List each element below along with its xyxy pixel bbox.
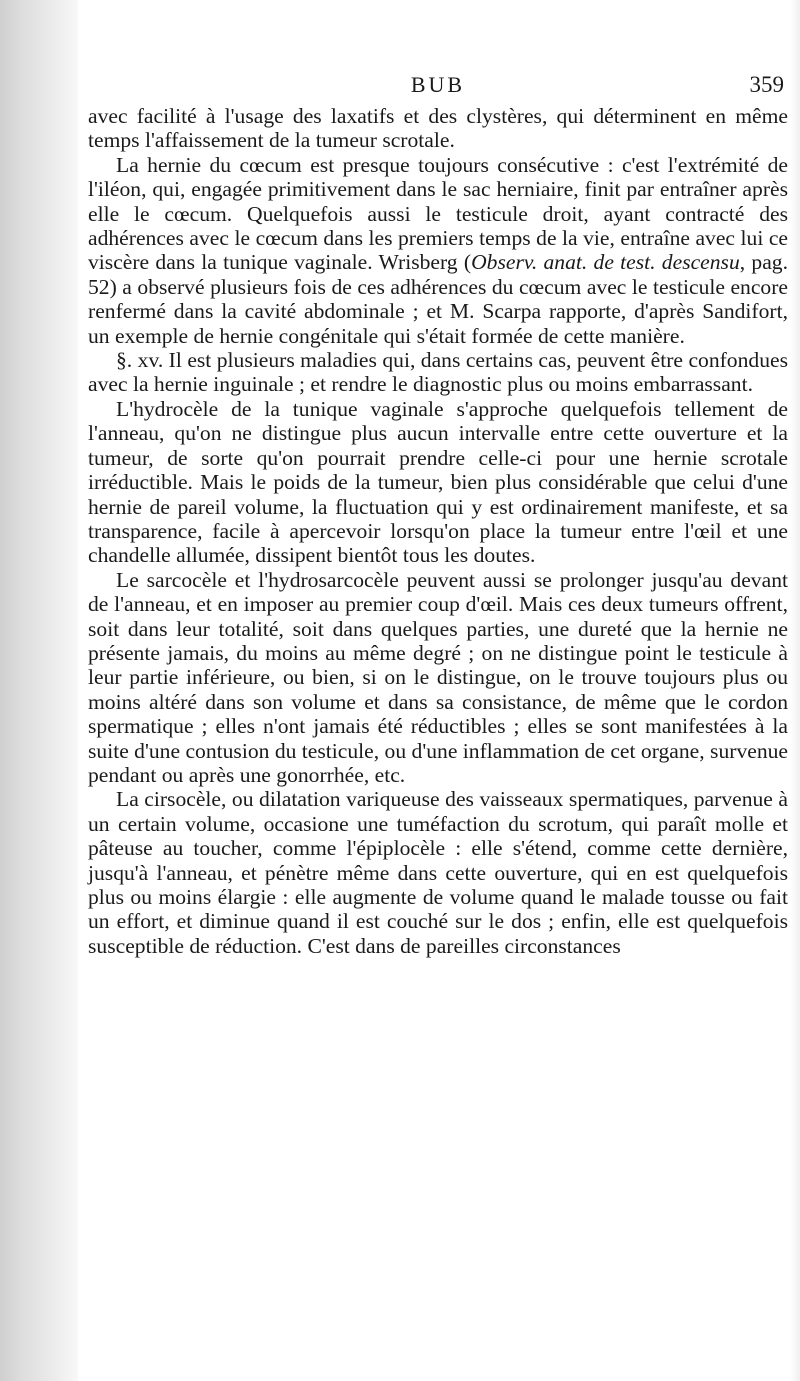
body-text	[88, 104, 788, 958]
paragraph-text: , pag. 52) a observé plusieurs fois de ces adhérences du cœcum avec le testicule encore renfermé dans la cavité abdominale ; et M. Scarpa rapporte, d'après Sandifort, un exemple de hernie congénitale qui s'était formée de cette manière.	[88, 250, 788, 348]
paragraph-section-xv: §. xv. Il est plusieurs maladies qui, dans certains cas, peuvent être confondues avec la hernie inguinale ; et rendre le diagnostic plus ou moins embarrassant.	[88, 348, 788, 397]
paragraph-hernie-coecum	[88, 153, 788, 348]
page-number: 359	[749, 72, 784, 97]
running-title: BUB	[410, 72, 466, 97]
paragraph-text: La hernie du cœcum est presque toujours consécutive : c'est l'extrémité de l'iléon, qui, engagée primitivement dans le sac herniaire, finit par entraîner après elle le cœcum. Quelquefois aussi le testicule droit, ayant contracté des adhérences avec le cœcum dans les premiers temps de la vie, entraîne avec lui ce viscère dans la tunique vaginale. Wrisberg (	[88, 152, 788, 275]
scan-binding-shadow	[0, 0, 78, 1381]
paragraph-sarcocele: Le sarcocèle et l'hydrosarcocèle peuvent aussi se prolonger jusqu'au devant de l'anneau, et en imposer au premier coup d'œil. Mais ces deux tumeurs offrent, soit dans leur totalité, soit dans quelques parties, une dureté que la hernie ne présente jamais, du moins au même degré ; on ne distingue point le testicule à leur partie inférieure, ou bien, si on le distingue, on le trouve toujours plus ou moins altéré dans son volume et dans sa consistance, de même que le cordon spermatique ; elles n'ont jamais été réductibles ; elles se sont manifestées à la suite d'une contusion du testicule, ou d'une inflammation de cet organe, survenue pendant ou après une gonorrhée, etc.	[88, 567, 789, 787]
scan-right-edge	[790, 0, 800, 1381]
running-head	[88, 70, 788, 104]
paragraph-continuation: avec facilité à l'usage des laxatifs et des clystères, qui déterminent en même temps l'affaissement de la tumeur scrotale.	[88, 104, 788, 153]
citation-title: Observ. anat. de test. descensu	[471, 250, 740, 275]
paragraph-hydrocele: L'hydrocèle de la tunique vaginale s'approche quelquefois tellement de l'anneau, qu'on ne distingue plus aucun intervalle entre cette ouverture et la tumeur, de sorte qu'on pourrait prendre celle-ci pour une hernie scrotale irréductible. Mais le poids de la tumeur, bien plus considérable que celui d'une hernie de pareil volume, la fluctuation qui y est ordinairement manifeste, et sa transparence, facile à apercevoir lorsqu'on place la tumeur entre l'œil et une chandelle allumée, dissipent bientôt tous les doutes.	[88, 396, 788, 568]
paragraph-cirsocele: La cirsocèle, ou dilatation variqueuse des vaisseaux spermatiques, parvenue à un certain volume, occasione une tuméfaction du scrotum, qui paraît molle et pâteuse au toucher, comme l'épiplocèle : elle s'étend, comme cette dernière, jusqu'à l'anneau, et pénètre même dans cette ouverture, qui en est quelquefois plus ou moins élargie : elle augmente de volume quand le malade tousse ou fait un effort, et diminue quand il est couché sur le dos ; enfin, elle est quelquefois susceptible de réduction. C'est dans de pareilles circonstances	[88, 787, 788, 958]
book-page	[88, 70, 788, 958]
